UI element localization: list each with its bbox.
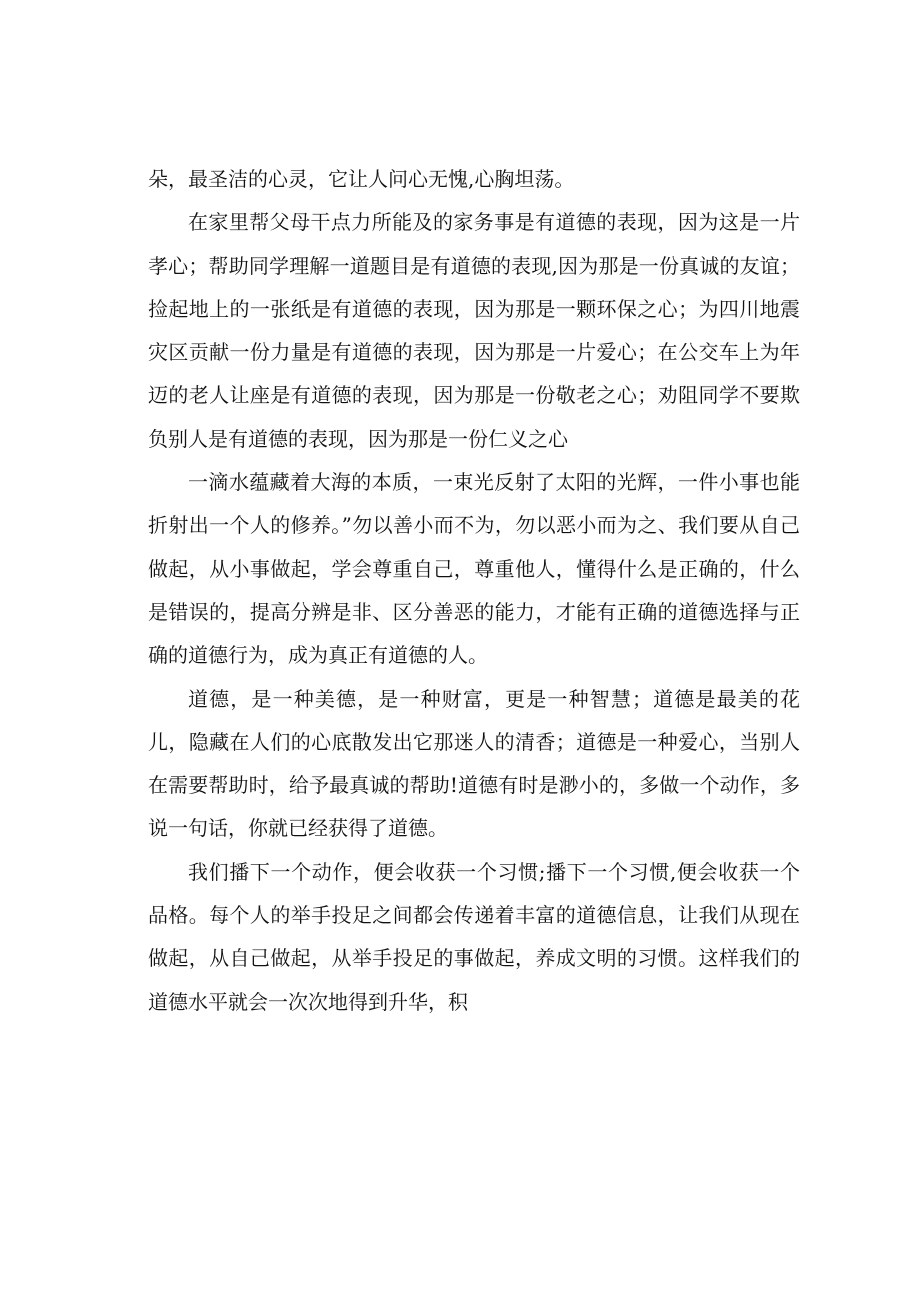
document-body xyxy=(148,158,800,1024)
paragraph-virtue-examples: 在家里帮父母干点力所能及的家务事是有道德的表现，因为这是一片孝心；帮助同学理解一道题目是有道德的表现,因为那是一份真诚的友谊；捡起地上的一张纸是有道德的表现，因为那是一颗环保之心；为四川地震灾区贡献一份力量是有道德的表现，因为那是一片爱心；在公交车上为年迈的老人让座是有道德的表现，因为那是一份敬老之心；劝阻同学不要欺负别人是有道德的表现，因为那是一份仁义之心 xyxy=(148,210,800,451)
paragraph-continuation: 朵，最圣洁的心灵，它让人问心无愧,心胸坦荡。 xyxy=(148,167,575,191)
paragraph-small-deeds: 一滴水蕴藏着大海的本质，一束光反射了太阳的光辉，一件小事也能折射出一个人的修养。”勿以善小而不为，勿以恶小而为之、我们要从自己做起，从小事做起，学会尊重自己，尊重他人，懂得什么是正确的，什么是错误的，提高分辨是非、区分善恶的能力，才能有正确的道德选择与正确的道德行为，成为真正有道德的人。 xyxy=(148,470,800,668)
paragraph-morality-definition: 道德，是一种美德，是一种财富，更是一种智慧；道德是最美的花儿，隐藏在人们的心底散发出它那迷人的清香；道德是一种爱心，当别人在需要帮助时，给予最真诚的帮助!道德有时是渺小的，多做一个动作，多说一句话，你就已经获得了道德。 xyxy=(148,686,800,841)
paragraph-habits: 我们播下一个动作，便会收获一个习惯;播下一个习惯,便会收获一个品格。每个人的举手投足之间都会传递着丰富的道德信息，让我们从现在做起，从自己做起，从举手投足的事做起，养成文明的习惯。这样我们的道德水平就会一次次地得到升华，积 xyxy=(148,859,800,1014)
